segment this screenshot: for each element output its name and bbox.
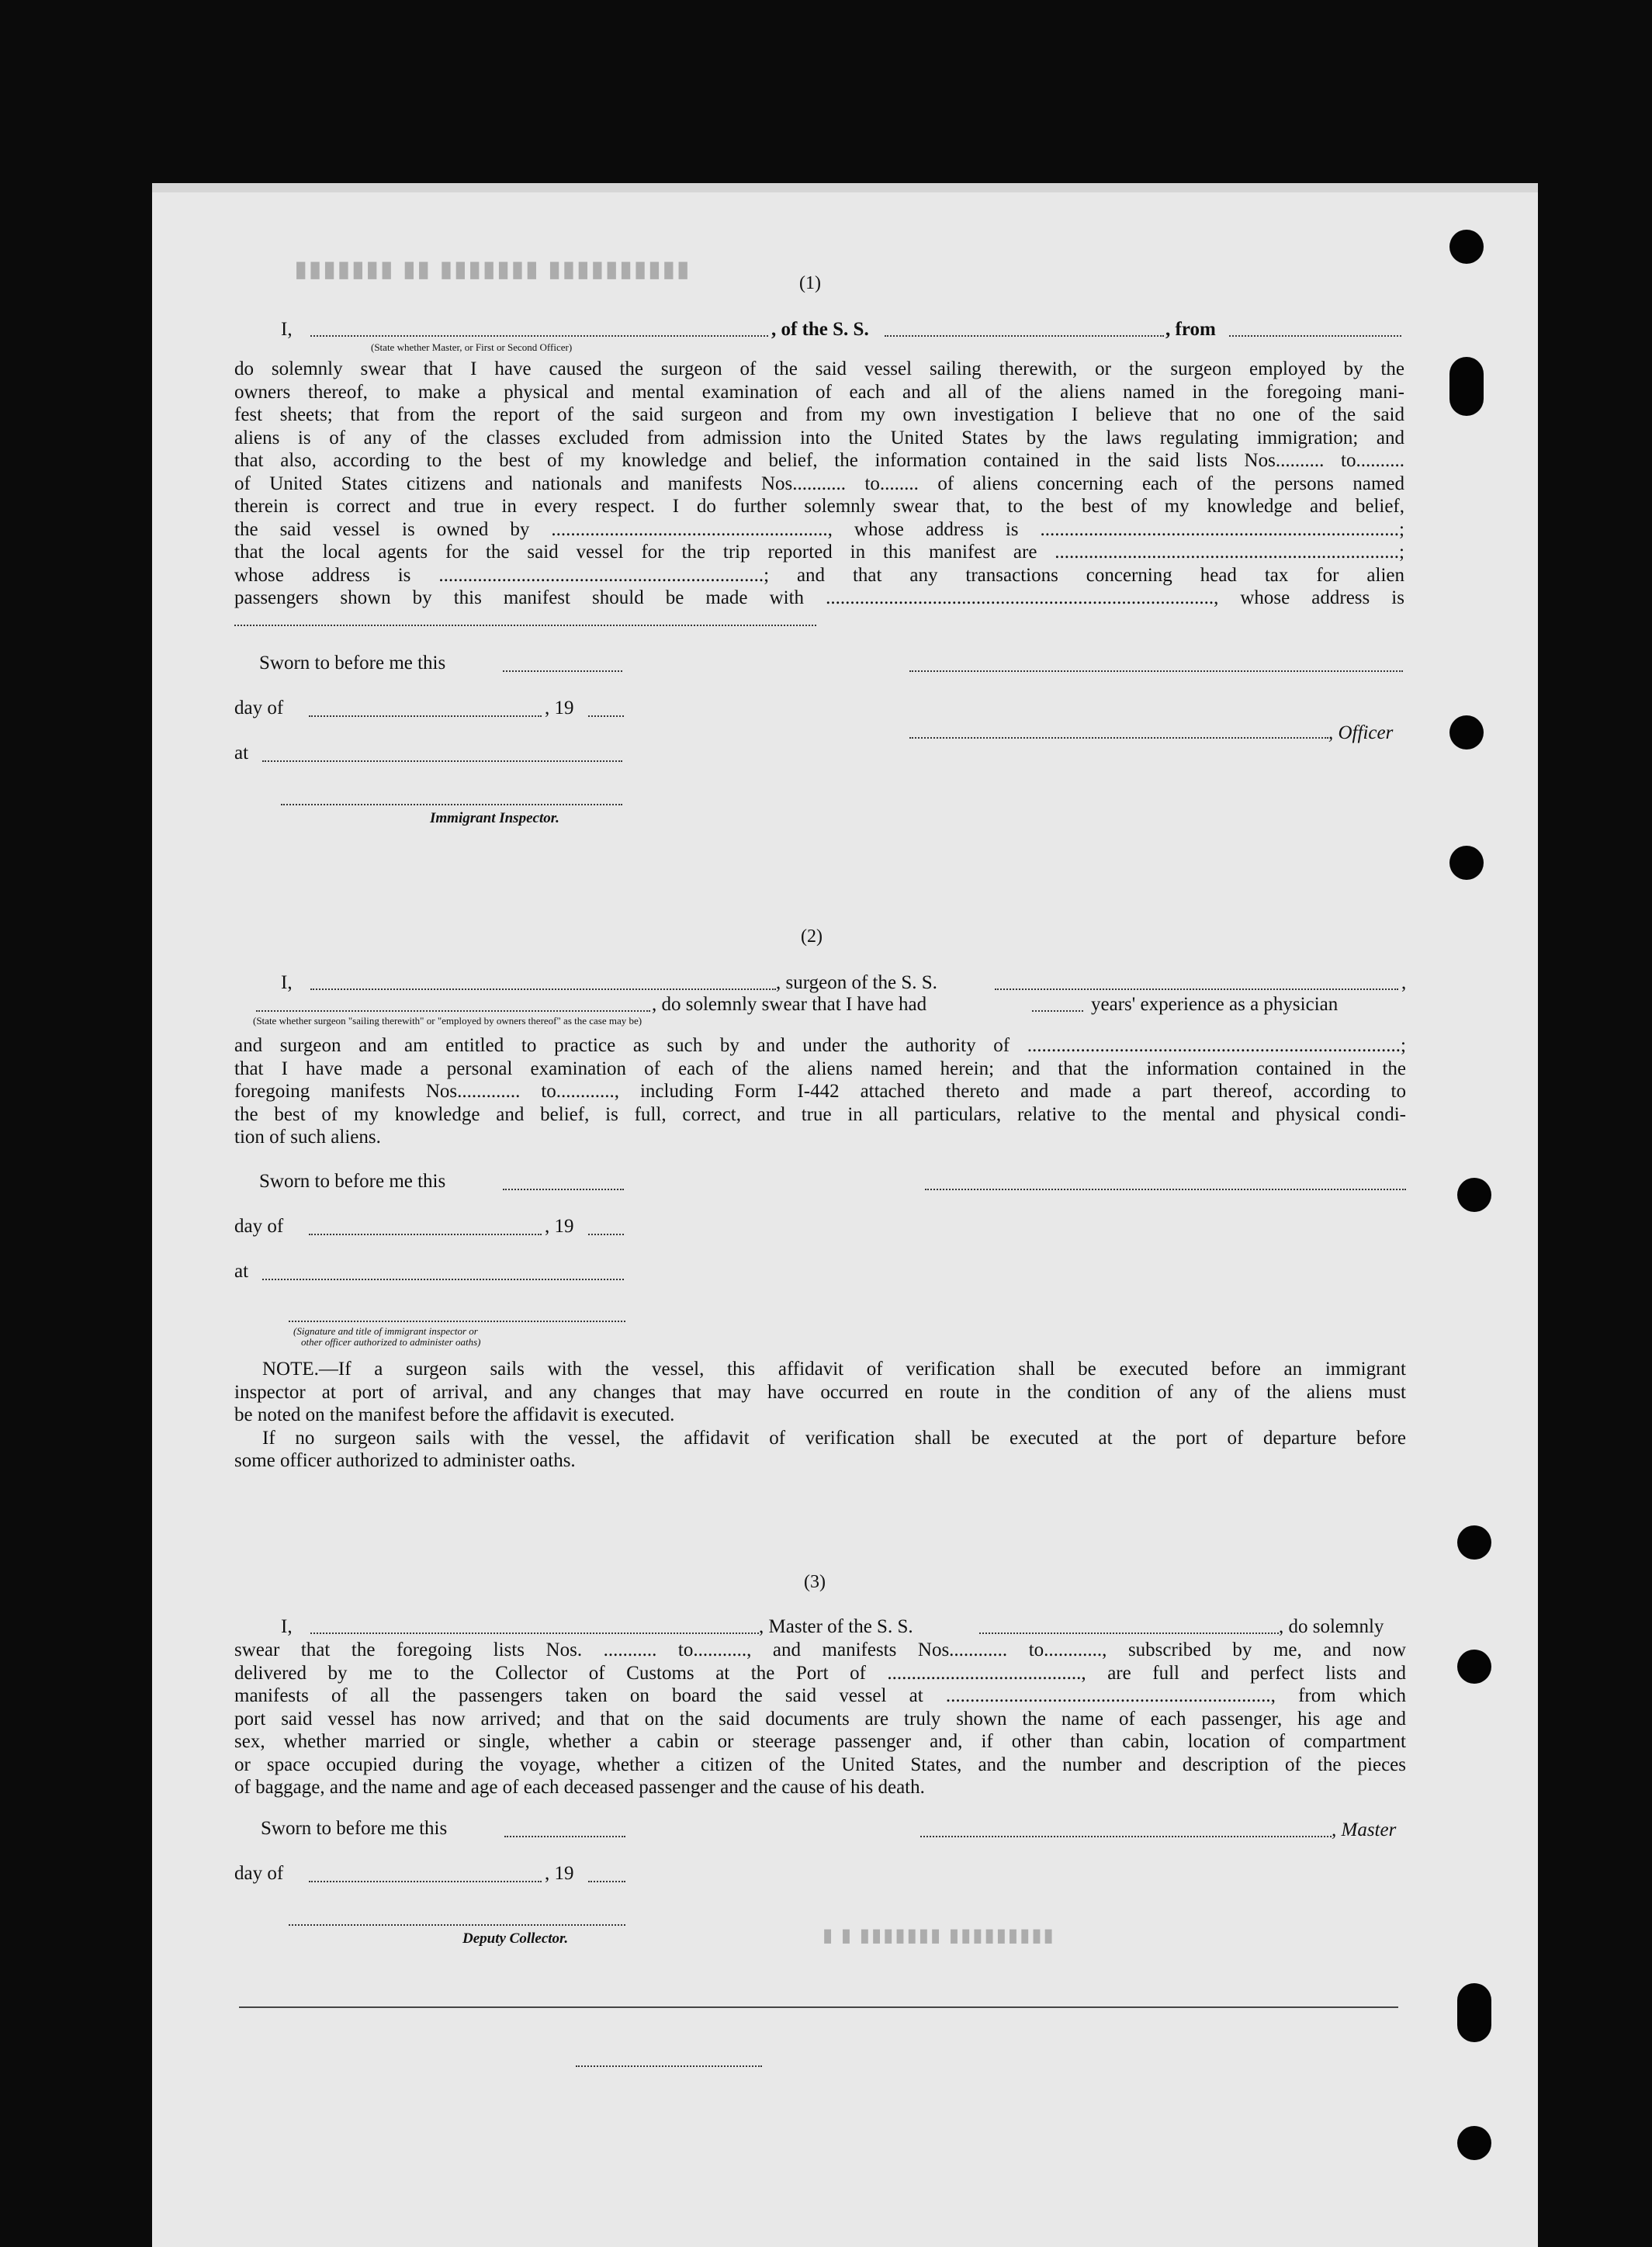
section-1-day-of: day of	[234, 698, 284, 718]
signature-note-2: other officer authorized to administer oaths)	[301, 1336, 481, 1348]
oath-line: the best of my knowledge and belief, is full, correct, and true in all particulars, relative to the mental and physical condi-	[234, 1103, 1406, 1125]
immigrant-inspector-label: Immigrant Inspector.	[430, 810, 559, 826]
section-1-of-ss: , of the S. S.	[771, 319, 869, 340]
blank-day-of[interactable]	[309, 1881, 542, 1882]
oath-line: fest sheets; that from the report of the said surgeon and from my own investigation I believe that no one of the said	[234, 404, 1404, 425]
note-line: be noted on the manifest before the affidavit is executed.	[234, 1404, 675, 1425]
note-line: NOTE.—If a surgeon sails with the vessel, this affidavit of verification shall be executed before an immigrant	[262, 1359, 1406, 1380]
section-1-officer-label: , Officer	[1328, 722, 1394, 743]
section-1-number: (1)	[799, 273, 821, 293]
section-3-master-of-ss: , Master of the S. S.	[759, 1616, 913, 1637]
bleed-through-heading: ▮▮▮▮▮▮▮ ▮▮ ▮▮▮▮▮▮▮ ▮▮▮▮▮▮▮▮▮▮	[295, 257, 691, 281]
section-3-do-solemnly: , do solemnly	[1279, 1616, 1384, 1637]
blank-surgeon-status[interactable]	[256, 1010, 650, 1012]
section-2-note	[234, 1358, 1406, 1473]
blank-address[interactable]	[234, 625, 816, 626]
blank-vessel-name[interactable]	[885, 335, 1164, 337]
section-1-oath-text	[234, 358, 1404, 610]
blank-officer-line[interactable]	[909, 737, 1328, 739]
blank-surgeon-vessel[interactable]	[995, 988, 1398, 990]
blank-sworn-date[interactable]	[503, 670, 622, 672]
surgeon-status-note: (State whether surgeon "sailing therewith" or "employed by owners thereof" as the case may be)	[253, 1015, 642, 1027]
binding-hole	[1449, 230, 1484, 264]
blank-at[interactable]	[262, 760, 622, 762]
note-line: inspector at port of arrival, and any changes that may have occurred en route in the condition of any of the aliens must	[234, 1381, 1406, 1403]
oath-line: the said vessel is owned by ........................................................., whose address is ..........................................................................;	[234, 518, 1404, 540]
blank-year[interactable]	[588, 715, 624, 717]
officer-rank-note: (State whether Master, or First or Second Officer)	[371, 341, 573, 353]
binding-hole	[1457, 2126, 1491, 2160]
blank-surgeon-name[interactable]	[310, 988, 776, 990]
bottom-dotted-mark	[576, 2065, 762, 2067]
blank-official-signature[interactable]	[289, 1321, 625, 1322]
oath-line: tion of such aliens.	[234, 1127, 381, 1148]
blank-collector-signature[interactable]	[289, 1924, 625, 1926]
blank-from-port[interactable]	[1229, 335, 1401, 337]
blank-officer-name[interactable]	[310, 335, 768, 337]
blank-years[interactable]	[1032, 1010, 1083, 1012]
bleed-through-stamp: ▮ ▮ ▮▮▮▮▮▮▮ ▮▮▮▮▮▮▮▮▮	[823, 1925, 1055, 1946]
signature-note-1: (Signature and title of immigrant inspector or	[293, 1325, 478, 1337]
section-2-sworn: Sworn to before me this	[259, 1171, 446, 1192]
section-3-number: (3)	[804, 1572, 826, 1592]
oath-line: do solemnly swear that I have caused the surgeon of the said vessel sailing therewith, or the surgeon employed by the	[234, 358, 1404, 379]
oath-line: and surgeon and am entitled to practice as such by and under the authority of .............................................................................;	[234, 1035, 1406, 1056]
binding-hole	[1457, 1525, 1491, 1560]
section-2-year: , 19	[545, 1216, 574, 1237]
blank-inspector-signature[interactable]	[281, 804, 622, 805]
section-2-surgeon-of-ss: , surgeon of the S. S.	[776, 972, 937, 993]
oath-line: delivered by me to the Collector of Customs at the Port of ........................................, are full and perfect lists and	[234, 1662, 1406, 1684]
note-line: some officer authorized to administer oaths.	[234, 1450, 576, 1471]
section-2-oath-text	[234, 1034, 1406, 1149]
binding-hole	[1449, 715, 1484, 750]
section-3-master-label: , Master	[1332, 1819, 1397, 1840]
oath-line: of baggage, and the name and age of each deceased passenger and the cause of his death.	[234, 1777, 925, 1798]
note-line: If no surgeon sails with the vessel, the affidavit of verification shall be executed at the port of departure before	[262, 1427, 1406, 1449]
blank-sworn-date[interactable]	[503, 1189, 624, 1190]
section-3-I: I,	[281, 1616, 293, 1637]
section-2-at: at	[234, 1261, 249, 1282]
binding-hole	[1457, 1983, 1491, 2042]
oath-line: sex, whether married or single, whether a cabin or steerage passenger and, if other than cabin, location of compartment	[234, 1731, 1406, 1752]
section-2-comma: ,	[1401, 972, 1407, 993]
binding-hole	[1457, 1178, 1491, 1212]
oath-line: of United States citizens and nationals and manifests Nos........... to........ of aliens concerning each of the persons named	[234, 473, 1404, 494]
section-1-at: at	[234, 743, 249, 763]
oath-line: or space occupied during the voyage, whether a citizen of the United States, and the number and description of the pieces	[234, 1754, 1406, 1775]
section-2-swear: , do solemnly swear that I have had	[652, 994, 927, 1015]
deputy-collector-label: Deputy Collector.	[462, 1930, 569, 1947]
section-1-from: , from	[1165, 319, 1216, 340]
oath-line: swear that the foregoing lists Nos. ........... to..........., and manifests Nos............ to............, subscribed by me, and now	[234, 1639, 1406, 1660]
section-1-I: I,	[281, 319, 293, 340]
section-1-year: , 19	[545, 698, 574, 718]
blank-day-of[interactable]	[309, 1234, 542, 1235]
blank-sworn-date[interactable]	[504, 1836, 625, 1837]
oath-line: therein is correct and true in every respect. I do further solemnly swear that, to the best of my knowledge and belief,	[234, 496, 1404, 517]
binding-hole	[1449, 846, 1484, 880]
bottom-divider	[239, 2006, 1398, 2008]
section-2-years: years' experience as a physician	[1091, 994, 1339, 1015]
oath-line: port said vessel has now arrived; and that on the said documents are truly shown the name of each passenger, his age and	[234, 1708, 1406, 1729]
blank-at[interactable]	[262, 1279, 624, 1280]
blank-surgeon-signature[interactable]	[925, 1189, 1406, 1190]
section-2-number: (2)	[801, 926, 823, 947]
oath-line: foregoing manifests Nos............. to............, including Form I-442 attached thereto and made a part thereof, according to	[234, 1081, 1406, 1102]
oath-line: whose address is ...................................................................; and that any transactions concerning head tax for alien	[234, 564, 1404, 586]
section-3-sworn: Sworn to before me this	[261, 1818, 448, 1839]
blank-master-name[interactable]	[310, 1632, 759, 1634]
binding-hole	[1457, 1650, 1491, 1684]
section-3-year: , 19	[545, 1863, 574, 1884]
oath-line: that I have made a personal examination of each of the aliens named herein; and that the information contained in the	[234, 1058, 1406, 1079]
paper-top-edge	[152, 183, 1538, 192]
binding-hole	[1449, 357, 1484, 416]
section-2-I: I,	[281, 972, 293, 993]
oath-line: owners thereof, to make a physical and mental examination of each and all of the aliens named in the foregoing mani-	[234, 381, 1404, 403]
oath-line: aliens is of any of the classes excluded from admission into the United States by the laws regulating immigration; and	[234, 427, 1404, 448]
oath-line: that also, according to the best of my knowledge and belief, the information contained in the said lists Nos.......... to..........	[234, 450, 1404, 471]
blank-master-signature[interactable]	[920, 1836, 1332, 1837]
section-2-day-of: day of	[234, 1216, 284, 1237]
blank-master-vessel[interactable]	[979, 1632, 1279, 1634]
blank-year[interactable]	[588, 1234, 624, 1235]
section-1-sworn: Sworn to before me this	[259, 653, 446, 673]
oath-line: passengers shown by this manifest should be made with ................................................................................, whose address is	[234, 587, 1404, 608]
oath-line: that the local agents for the said vessel for the trip reported in this manifest are .......................................................................;	[234, 542, 1404, 563]
blank-day-of[interactable]	[309, 715, 542, 717]
blank-year[interactable]	[588, 1881, 625, 1882]
section-3-oath-text	[234, 1639, 1406, 1799]
blank-officer-signature[interactable]	[909, 670, 1403, 672]
section-3-day-of: day of	[234, 1863, 284, 1884]
oath-line: manifests of all the passengers taken on board the said vessel at ..................................................................., from which	[234, 1685, 1406, 1706]
